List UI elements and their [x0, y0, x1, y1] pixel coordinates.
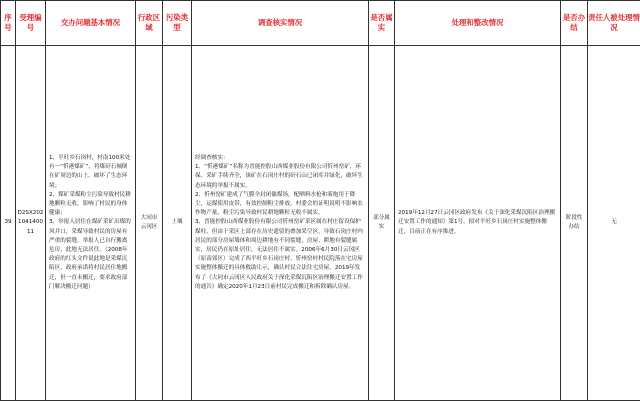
cell-is-true: 部分属实	[369, 46, 395, 401]
table-row	[1, 46, 640, 401]
header-issue: 交办问题基本情况	[46, 1, 136, 46]
cell-is-closed: 阶段性办结	[561, 46, 588, 401]
investigation-paragraph-2: 2、忻州窑矿建成了气膜全封闭储煤场，配晒料水枪和雾炮用于降尘，运煤使用皮带，有效控制粉尘排放，村委会的证明说明不影响农作物产量，粉尘污染导致村民耕地颗粒无收不属实。	[195, 191, 365, 219]
investigation-paragraph-1: 1、“忻港煤矿”名称为晋能控股山西煤业股份有限公司忻州窑矿，环保、采矿手续齐全，该矿在石岗庄村的矸石山已闭库并绿化，破坏生态环境的举报不属实。	[195, 163, 365, 191]
header-investigation: 调查核实情况	[192, 1, 369, 46]
header-region: 行政区域	[136, 1, 163, 46]
issue-paragraph-1: 1、平旺乡石岗村，村南100米处有一“忻港煤矿”，将煤矸石倾倒在矿周边的山上，破坏了生态环境；	[49, 154, 132, 191]
cell-investigation	[192, 46, 369, 401]
cell-pollution-type: 土壤	[163, 46, 192, 401]
handling-paragraph-1: 2019年12月27日云冈区政府发布《关于深化采煤沉陷区治理搬迁安置工作的通知》第1号，拟对平旺乡石岗庄村实施整体搬迁，目前正在有序推进。	[398, 209, 557, 237]
investigation-paragraph-0: 经调查核实：	[195, 154, 365, 163]
header-pollution-type: 污染类型	[163, 1, 192, 46]
cell-acceptance-id: D2SX2021041400 11	[16, 46, 46, 401]
issue-paragraph-2: 2、煤矿采煤粉尘污染导致村民耕地颗粒无收，影响了村民的身体健康；	[49, 191, 132, 219]
header-seq: 序号	[1, 1, 16, 46]
issue-paragraph-3: 3、举报人居住在煤矿采矿出煤的风井口，采煤导致村民的房屋有严重的裂缝，举报人已自行搬离危房，此地无法居住。（2008年政府的红头文件说此地是采煤沉陷区，政府承诺将村民居住地搬迁，但一直未搬迁，要求政府部门解决搬迁问题）	[49, 218, 132, 292]
header-is-closed: 是否办结	[561, 1, 588, 46]
header-acceptance-id: 受理编号	[16, 1, 46, 46]
cell-seq: 39	[1, 46, 16, 401]
cell-handling	[395, 46, 561, 401]
header-accountability: 责任人被处理情况	[588, 1, 640, 46]
investigation-paragraph-3: 3、晋能控股山西煤业股份有限公司忻州窑矿采区属在村庄留设保护煤柱，但由于采区上部存在历史遗留的叠加采空区，导致石岗庄村内居民的部分房屋墙体和周边耕地有不同裂缝，房屋、耕地有裂缝属实，居民仍在原址居住，无法居住不属实。2006年6月30日云冈区（原南郊区）完成了西平旺乡石岗庄村、忻州窑村村民院落在宅房屋实施整体搬迁的具体救助让示，确认村民合法住宅房屋。2019年发布了《大同市云冈区人民政府关于深化采煤沉陷区治理搬迁安置工作的通告》确定2020年1月23日前村民完成搬迁和拆除确认房屋。	[195, 218, 365, 292]
header-handling: 处理和整改情况	[395, 1, 561, 46]
cell-issue	[46, 46, 136, 401]
header-row	[1, 1, 640, 46]
cell-region: 大同市云冈区	[136, 46, 163, 401]
header-is-true: 是否属实	[369, 1, 395, 46]
cell-accountability: 无	[588, 46, 640, 401]
